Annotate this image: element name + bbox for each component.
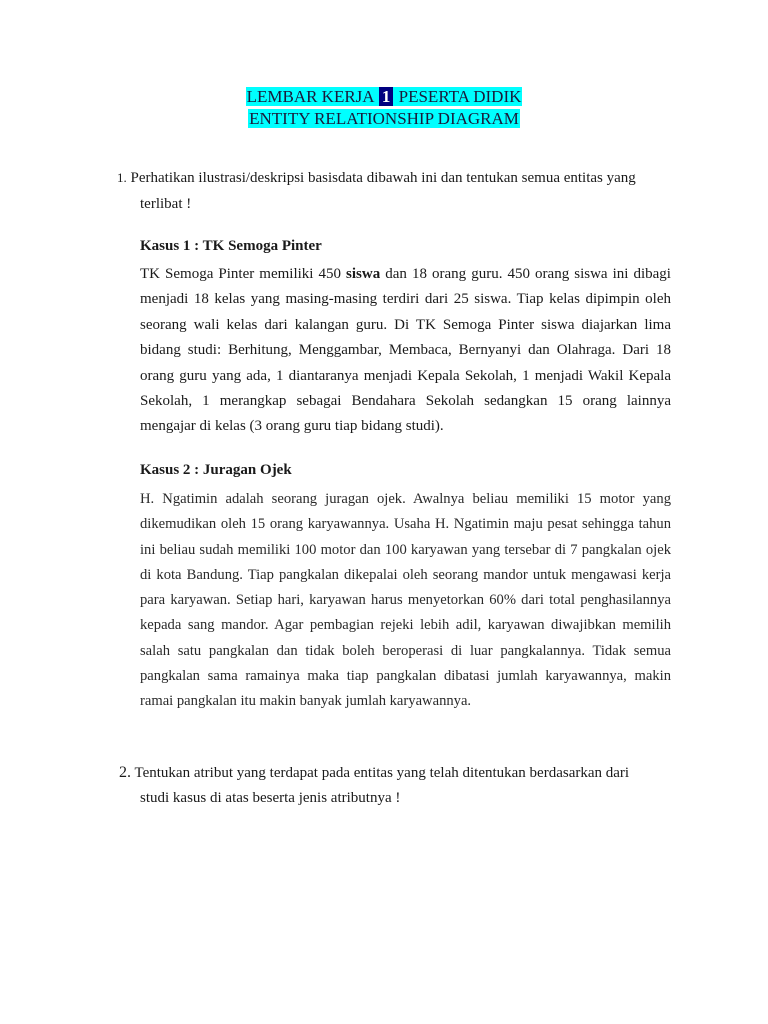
case-2-title: Kasus 2 : Juragan Ojek — [140, 462, 292, 478]
question-1-line-2: terlibat ! — [140, 196, 192, 212]
question-1-text: Perhatikan ilustrasi/deskripsi basisdata dibawah ini dan tentukan semua entitas yang — [130, 170, 636, 186]
question-2-line-2: studi kasus di atas beserta jenis atributnya ! — [140, 790, 401, 806]
title-prefix: LEMBAR KERJA — [246, 87, 378, 106]
case-1-text-rest: dan 18 orang guru. 450 orang siswa ini dibagi menjadi 18 kelas yang masing-masing terdiri dari 25 siswa. Tiap kelas dipimpin oleh seorang wali kelas dari kalangan guru. Di TK Semoga Pinter siswa diajarkan lima bidang studi: Berhitung, Menggambar, Membaca, Bernyanyi dan Olahraga. Dari 18 orang guru yang ada, 1 diantaranya menjadi Kepala Sekolah, 1 menjadi Wakil Kepala Sekolah, 1 merangkap sebagai Bendahara Sekolah sedangkan 15 orang lainnya mengajar di kelas (3 orang guru tiap bidang studi). — [140, 266, 671, 435]
case-1-bold-word: siswa — [346, 266, 381, 282]
question-2-number: 2. — [119, 764, 131, 781]
title-line-2 — [0, 108, 768, 130]
case-1-text-start: TK Semoga Pinter memiliki 450 — [140, 266, 347, 282]
worksheet-number-badge: 1 — [379, 87, 394, 106]
question-1 — [117, 165, 673, 217]
case-1-title: Kasus 1 : TK Semoga Pinter — [140, 238, 322, 254]
title-subtitle: ENTITY RELATIONSHIP DIAGRAM — [249, 109, 519, 128]
case-2-description: H. Ngatimin adalah seorang juragan ojek. Awalnya beliau memiliki 15 motor yang dikemudikan oleh 15 orang karyawannya. Usaha H. Ngatimin maju pesat sehingga tahun ini beliau sudah memiliki 100 motor dan 100 karyawan yang tersebar di 7 pangkalan ojek di kota Bandung. Tiap pangkalan dikepalai oleh seorang mandor untuk mengawasi kerja para karyawan. Setiap hari, karyawan harus menyetorkan 60% dari total penghasilannya kepada sang mandor. Agar pembagian rejeki lebih adil, karyawan diwajibkan memilih salah satu pangkalan dan tidak boleh beroperasi di luar pangkalannya. Tidak semua pangkalan sama ramainya maka tiap pangkalan dibatasi jumlah karyawannya, makin ramai pangkalan itu makin banyak jumlah karyawannya. — [140, 491, 671, 710]
title-line-1 — [0, 86, 768, 108]
worksheet-title — [0, 86, 768, 130]
question-1-number: 1. — [117, 170, 127, 185]
case-1-description — [140, 262, 671, 440]
title-suffix: PESERTA DIDIK — [394, 87, 522, 106]
question-2-line-1 — [119, 760, 675, 786]
question-2-text: Tentukan atribut yang terdapat pada entitas yang telah ditentukan berdasarkan dari — [134, 765, 630, 781]
question-2 — [119, 760, 675, 811]
question-1-line-1 — [117, 165, 673, 191]
